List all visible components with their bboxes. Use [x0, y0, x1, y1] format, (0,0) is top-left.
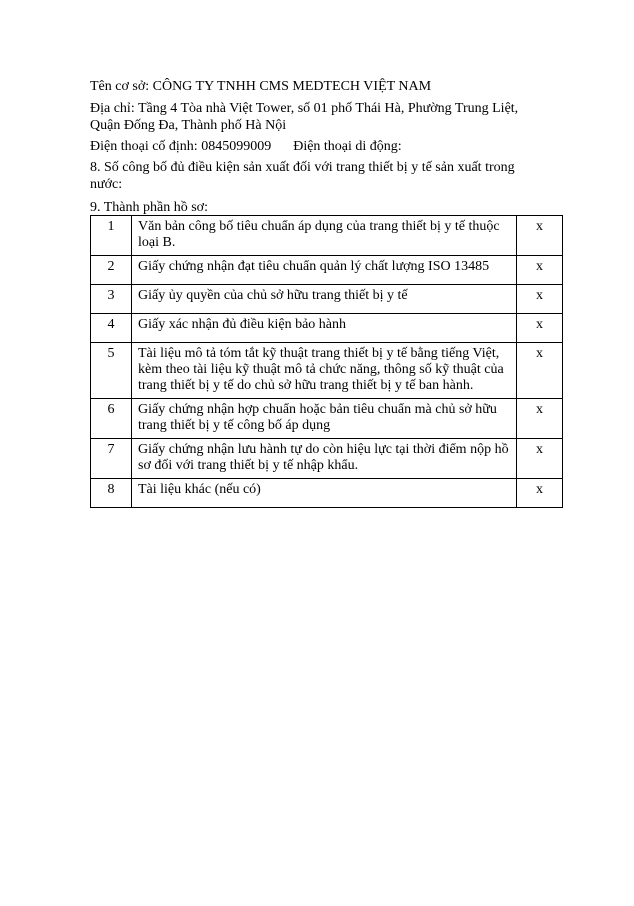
- table-row: [91, 314, 563, 343]
- item-8-line-2: nước:: [90, 177, 123, 192]
- table-row: [91, 256, 563, 285]
- row-number: 7: [91, 439, 132, 479]
- row-number: 6: [91, 399, 132, 439]
- table-row: [91, 216, 563, 256]
- row-checkmark: x: [517, 314, 563, 343]
- row-checkmark: x: [517, 216, 563, 256]
- row-description: Tài liệu mô tả tóm tắt kỹ thuật trang thiết bị y tế bằng tiếng Việt, kèm theo tài liệu kỹ thuật mô tả chức năng, thông số kỹ thuật của trang thiết bị y tế do chủ sở hữu trang thiết bị y tế ban hành.: [132, 343, 517, 399]
- row-number: 8: [91, 479, 132, 508]
- table-row: [91, 343, 563, 399]
- table-row: [91, 479, 563, 508]
- row-description: Giấy chứng nhận hợp chuẩn hoặc bản tiêu chuẩn mà chủ sở hữu trang thiết bị y tế công bố áp dụng: [132, 399, 517, 439]
- document-page: [90, 78, 570, 508]
- table-row: [91, 285, 563, 314]
- table-row: [91, 439, 563, 479]
- row-description: Giấy chứng nhận đạt tiêu chuẩn quản lý chất lượng ISO 13485: [132, 256, 517, 285]
- row-description: Tài liệu khác (nếu có): [132, 479, 517, 508]
- facility-name: Tên cơ sở: CÔNG TY TNHH CMS MEDTECH VIỆT NAM: [90, 79, 432, 94]
- row-checkmark: x: [517, 439, 563, 479]
- row-number: 1: [91, 216, 132, 256]
- facility-address-line-2: Quận Đống Đa, Thành phố Hà Nội: [90, 118, 287, 133]
- item-8-line-1: 8. Số công bố đủ điều kiện sản xuất đối với trang thiết bị y tế sản xuất trong: [90, 160, 515, 175]
- row-checkmark: x: [517, 256, 563, 285]
- row-number: 4: [91, 314, 132, 343]
- row-description: Giấy chứng nhận lưu hành tự do còn hiệu lực tại thời điểm nộp hồ sơ đối với trang thiết bị y tế nhập khẩu.: [132, 439, 517, 479]
- facility-address-line-1: Địa chỉ: Tầng 4 Tòa nhà Việt Tower, số 01 phố Thái Hà, Phường Trung Liệt,: [90, 101, 519, 116]
- table-row: [91, 399, 563, 439]
- row-number: 2: [91, 256, 132, 285]
- documents-table: [90, 215, 563, 508]
- mobile-phone: Điện thoại di động:: [293, 139, 402, 154]
- row-checkmark: x: [517, 399, 563, 439]
- landline-phone: Điện thoại cố định: 0845099009: [90, 139, 272, 154]
- row-checkmark: x: [517, 479, 563, 508]
- item-9-heading: 9. Thành phần hồ sơ:: [90, 200, 208, 215]
- row-number: 5: [91, 343, 132, 399]
- row-checkmark: x: [517, 285, 563, 314]
- row-number: 3: [91, 285, 132, 314]
- facility-phone-line: [90, 138, 570, 155]
- row-description: Giấy ủy quyền của chủ sở hữu trang thiết bị y tế: [132, 285, 517, 314]
- row-checkmark: x: [517, 343, 563, 399]
- row-description: Giấy xác nhận đủ điều kiện bảo hành: [132, 314, 517, 343]
- row-description: Văn bản công bố tiêu chuẩn áp dụng của trang thiết bị y tế thuộc loại B.: [132, 216, 517, 256]
